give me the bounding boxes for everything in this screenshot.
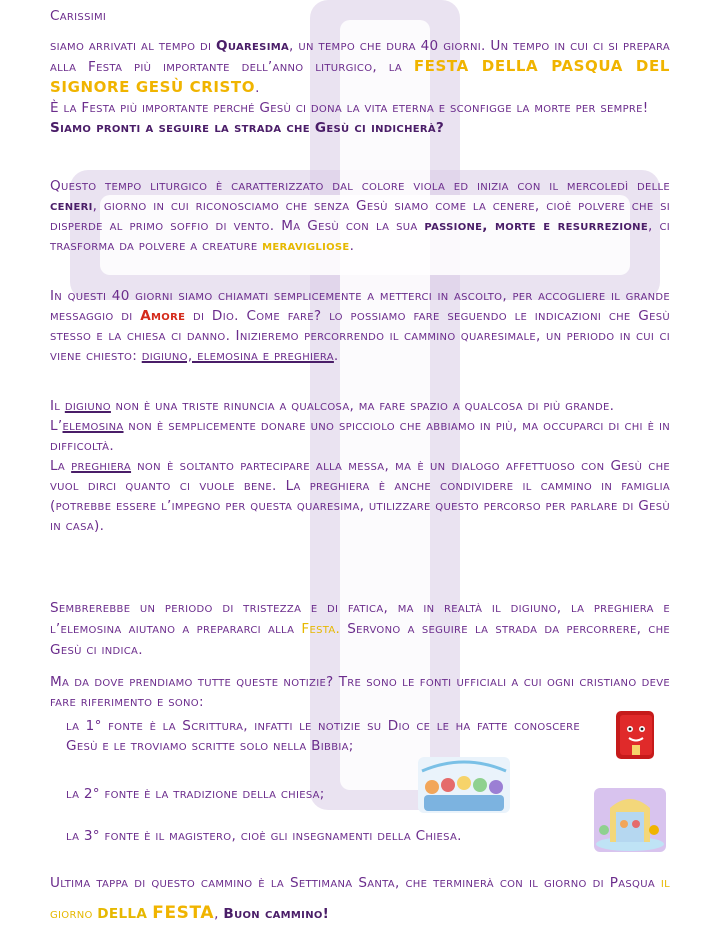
church-door-icon <box>594 788 666 852</box>
text: non è una triste rinuncia a qualcosa, ma fare spazio a qualcosa di più grande. <box>110 398 615 414</box>
paragraph-sadness <box>50 598 670 661</box>
paragraph-sources <box>50 672 670 712</box>
buon-cammino: Buon cammino! <box>223 906 330 922</box>
elemosina-word: elemosina <box>62 418 124 434</box>
paragraph-definitions <box>50 396 670 536</box>
text: non è semplicemente donare uno spicciolo che abbiamo in più, ma occuparci di chi è in difficoltà. <box>50 418 670 454</box>
triad-words: digiuno, elemosina e preghiera <box>141 348 334 364</box>
text: In questi 40 giorni siamo chiamati semplicemente a metterci in ascolto, per accogliere il grande messaggio di <box>50 288 670 324</box>
ceneri-word: ceneri <box>50 198 93 214</box>
text: La <box>50 458 72 474</box>
text: , un tempo che dura 40 giorni. Un tempo in cui ci si prepara alla Festa più importante dell’anno liturgico, la <box>50 38 670 75</box>
text: , ci trasforma da polvere a creature <box>50 218 670 254</box>
preghiera-word: preghiera <box>71 458 132 474</box>
list-item: la 1° fonte è la Scrittura, infatti le notizie su Dio ce le ha fatte conoscere Gesù e le troviamo scritte solo nella Bibbia; <box>66 718 580 754</box>
text: Questo tempo liturgico è caratterizzato dal colore viola ed inizia con il mercoledì delle <box>50 178 670 194</box>
paragraph-forty-days <box>50 286 670 366</box>
greeting: Carissimi <box>50 8 107 24</box>
text: . <box>255 80 260 96</box>
quaresima-word: Quaresima <box>216 38 289 54</box>
paragraph-intro <box>50 36 670 138</box>
passion-words: passione, morte e resurrezione <box>424 218 648 234</box>
bible-icon <box>610 705 662 763</box>
paragraph-liturgical-time <box>50 176 670 256</box>
festa-word: Festa. <box>301 621 341 637</box>
text: Il <box>50 398 65 414</box>
closing-gold-1: il giorno <box>50 875 670 922</box>
list-item: la 2° fonte è la tradizione della chiesa; <box>66 786 325 802</box>
question-ready: Siamo pronti a seguire la strada che Gesù ci indicherà? <box>50 120 445 136</box>
digiuno-word: digiuno <box>64 398 111 414</box>
text: L’ <box>50 418 63 434</box>
meravigliose-word: meravigliose <box>262 238 350 254</box>
sources-intro: Ma da dove prendiamo tutte queste notizie? Tre sono le fonti ufficiali a cui ogni cristiano deve fare riferimento e sono: <box>50 674 670 710</box>
text: non è soltanto partecipare alla messa, ma è un dialogo affettuoso con Gesù che vuol dirci quanto ci vuole bene. La preghiera è anche condividere il cammino in famiglia (potrebbe essere l’impegno per questa quaresima, utilizzare questo percorso per parlare di Gesù in casa). <box>50 458 671 534</box>
paragraph-closing <box>50 868 670 929</box>
text: , giorno in cui riconosciamo che senza Gesù siamo come la cenere, cioè polvere che si disperde al primo soffio di vento. Ma Gesù con la sua <box>50 198 670 234</box>
text: Ultima tappa di questo cammino è la Settimana Santa, che terminerà con il giorno di Pasqua <box>50 875 661 891</box>
easter-feast-title: FESTA DELLA PASQUA DEL SIGNORE GESÙ CRISTO <box>50 57 670 96</box>
closing-festa: FESTA <box>152 903 215 923</box>
text: di Dio. Come fare? lo possiamo fare seguendo le indicazioni che Gesù stesso e la chiesa ci danno. Inizieremo percorrendo il cammino quaresimale, un periodo in cui ci viene chiesto: <box>50 308 670 364</box>
list-item: la 3° fonte è il magistero, cioè gli insegnamenti della Chiesa. <box>66 828 462 844</box>
text: . <box>333 348 339 364</box>
text: Servono a seguire la strada da percorrere, che Gesù ci indica. <box>50 621 671 658</box>
amore-word: Amore <box>140 308 186 324</box>
text: Sembrerebbe un periodo di tristezza e di fatica, ma in realtà il digiuno, la preghiera e l’elemosina aiutano a prepararci alla <box>50 600 670 637</box>
crowd-church-icon <box>418 757 510 813</box>
paragraph-eternal-life: È la Festa più importante perché Gesù ci dona la vita eterna e sconfigge la morte per sempre! <box>50 100 649 116</box>
text: . <box>349 238 355 254</box>
text: siamo arrivati al tempo di <box>50 38 217 54</box>
text: , <box>214 906 224 922</box>
closing-gold-2: DELLA <box>97 906 153 922</box>
